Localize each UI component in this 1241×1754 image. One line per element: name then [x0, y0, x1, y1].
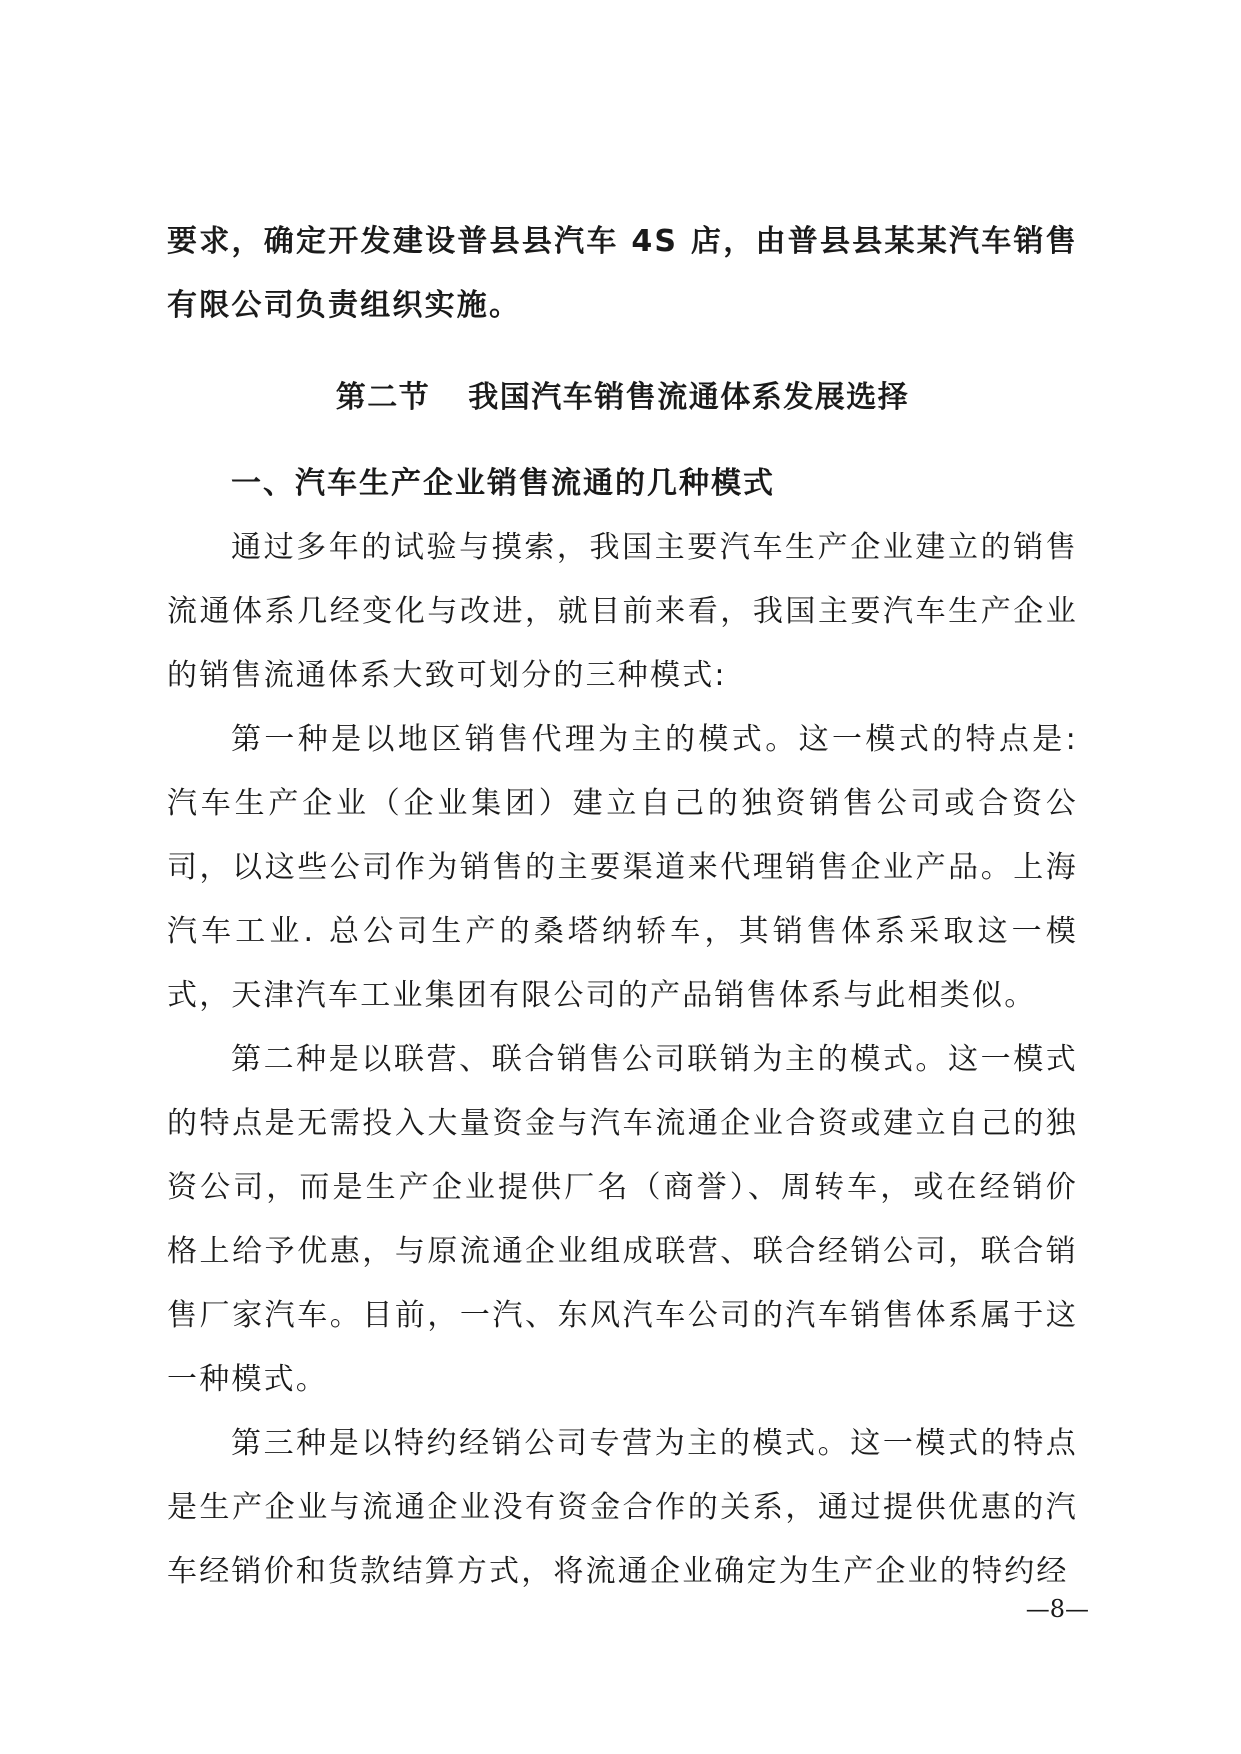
body-paragraph-1: 通过多年的试验与摸索，我国主要汽车生产企业建立的销售流通体系几经变化与改进，就目前来看，我国主要汽车生产企业的销售流通体系大致可划分的三种模式: — [167, 530, 1078, 693]
page-content — [167, 210, 1078, 1604]
intro-paragraph: 要求，确定开发建设普县县汽车 4S 店，由普县县某某汽车销售有限公司负责组织实施。 — [167, 224, 1078, 323]
subsection-heading: 一、汽车生产企业销售流通的几种模式 — [231, 466, 775, 501]
section-number: 第二节 — [335, 380, 431, 415]
body-paragraph-4: 第三种是以特约经销公司专营为主的模式。这一模式的特点是生产企业与流通企业没有资金合作的关系，通过提供优惠的汽车经销价和货款结算方式，将流通企业确定为生产企业的特约经 — [167, 1426, 1078, 1589]
page-number: —8— — [1025, 1595, 1089, 1623]
section-heading — [167, 366, 1078, 430]
body-paragraph-2: 第一种是以地区销售代理为主的模式。这一模式的特点是:汽车生产企业（企业集团）建立自己的独资销售公司或合资公司，以这些公司作为销售的主要渠道来代理销售企业产品。上海汽车工业. 总公司生产的桑塔纳轿车，其销售体系采取这一模式，天津汽车工业集团有限公司的产品销售体系与此相类似。 — [167, 722, 1078, 1013]
body-paragraph-3: 第二种是以联营、联合销售公司联销为主的模式。这一模式的特点是无需投入大量资金与汽车流通企业合资或建立自己的独资公司，而是生产企业提供厂名（商誉）、周转车，或在经销价格上给予优惠，与原流通企业组成联营、联合经销公司，联合销售厂家汽车。目前，一汽、东风汽车公司的汽车销售体系属于这一种模式。 — [167, 1042, 1078, 1397]
section-title: 我国汽车销售流通体系发展选择 — [468, 380, 910, 415]
